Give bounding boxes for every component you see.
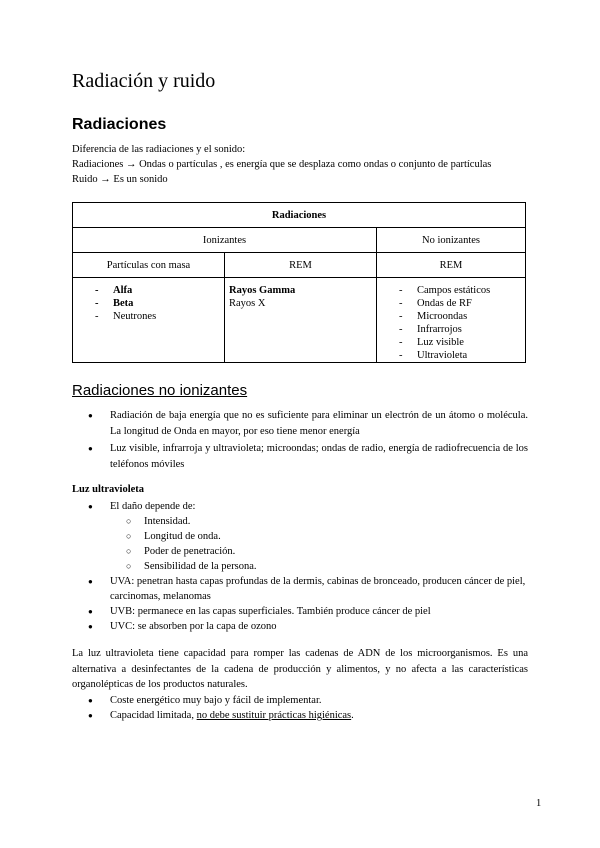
- list-item: ● UVA: penetran hasta capas profundas de la dermis, cabinas de bronceado, producen cáncer de piel, carcinomas, melanomas: [72, 574, 528, 604]
- list-item: - Alfa: [73, 284, 224, 297]
- list-item: Rayos X: [229, 298, 266, 309]
- group-non-ionizing: No ionizantes: [377, 228, 526, 253]
- list-item: Rayos Gamma: [229, 285, 296, 296]
- list-item: ● Luz visible, infrarroja y ultravioleta; microondas; ondas de radio, energía de radiofrecuencia de los teléfonos móviles: [72, 441, 528, 472]
- list-item: - Campos estáticos: [377, 284, 525, 297]
- subheader-rem-ionizing: REM: [225, 253, 377, 278]
- particles-list: [73, 284, 224, 323]
- list-item: - Ondas de RF: [377, 297, 525, 310]
- subheader-rem-non-ionizing: REM: [377, 253, 526, 278]
- group-ionizing: Ionizantes: [73, 228, 377, 253]
- intro-line: Diferencia de las radiaciones y el sonido:: [72, 144, 246, 155]
- uv-heading: Luz ultravioleta: [72, 484, 145, 495]
- intro-line: Radiaciones → Ondas o partículas , es energía que se desplaza como ondas o conjunto de partículas: [72, 159, 492, 170]
- radiation-table: [72, 202, 526, 363]
- list-item: - Neutrones: [73, 310, 224, 323]
- non-ionizing-heading: Radiaciones no ionizantes: [72, 382, 248, 399]
- intro-line: Ruido → Es un sonido: [72, 174, 168, 185]
- list-item: ● UVB: permanece en las capas superficiales. También produce cáncer de piel: [72, 604, 528, 619]
- section-heading: Radiaciones: [72, 116, 167, 133]
- list-item: - Microondas: [377, 310, 525, 323]
- list-item: - Infrarrojos: [377, 323, 525, 336]
- bullet-text: .: [351, 710, 354, 721]
- closing-paragraph: La luz ultravioleta tiene capacidad para romper las cadenas de ADN de los microorganismos. Es una alternativa a desinfectantes de la cadena de producción y alimentos, y no afecta a las características organolépticas de los productos naturales.: [72, 648, 528, 690]
- page-number: 1: [536, 798, 542, 809]
- particles-cell: [73, 278, 225, 363]
- subheader-particles: Partículas con masa: [73, 253, 225, 278]
- page-title: Radiación y ruido: [72, 70, 216, 92]
- bullet-text: Capacidad limitada,: [110, 710, 197, 721]
- underlined-text: no debe sustituir prácticas higiénicas: [196, 710, 352, 721]
- list-item: - Luz visible: [377, 336, 525, 349]
- uv-list: [72, 499, 528, 634]
- list-item: [72, 708, 528, 724]
- non-ionizing-list: [377, 284, 525, 362]
- list-item: ● El daño depende de:: [72, 499, 528, 514]
- intro-block: [72, 142, 542, 187]
- sub-list-item: ○ Intensidad.: [72, 514, 528, 529]
- table-header: Radiaciones: [73, 203, 526, 228]
- non-ionizing-bullets: [72, 408, 528, 474]
- list-item: ● Radiación de baja energía que no es suficiente para eliminar un electrón de un átomo o molécula. La longitud de Onda en mayor, por eso tiene menor energía: [72, 408, 528, 439]
- ionizing-rem-cell: [225, 278, 377, 363]
- sub-list-item: ○ Longitud de onda.: [72, 529, 528, 544]
- list-item: ● Coste energético muy bajo y fácil de implementar.: [72, 693, 528, 709]
- non-ionizing-rem-cell: [377, 278, 526, 363]
- list-item: - Beta: [73, 297, 224, 310]
- list-item: ● UVC: se absorben por la capa de ozono: [72, 619, 528, 634]
- sub-list-item: ○ Sensibilidad de la persona.: [72, 559, 528, 574]
- closing-block: [72, 646, 528, 724]
- list-item: - Ultravioleta: [377, 349, 525, 362]
- sub-list-item: ○ Poder de penetración.: [72, 544, 528, 559]
